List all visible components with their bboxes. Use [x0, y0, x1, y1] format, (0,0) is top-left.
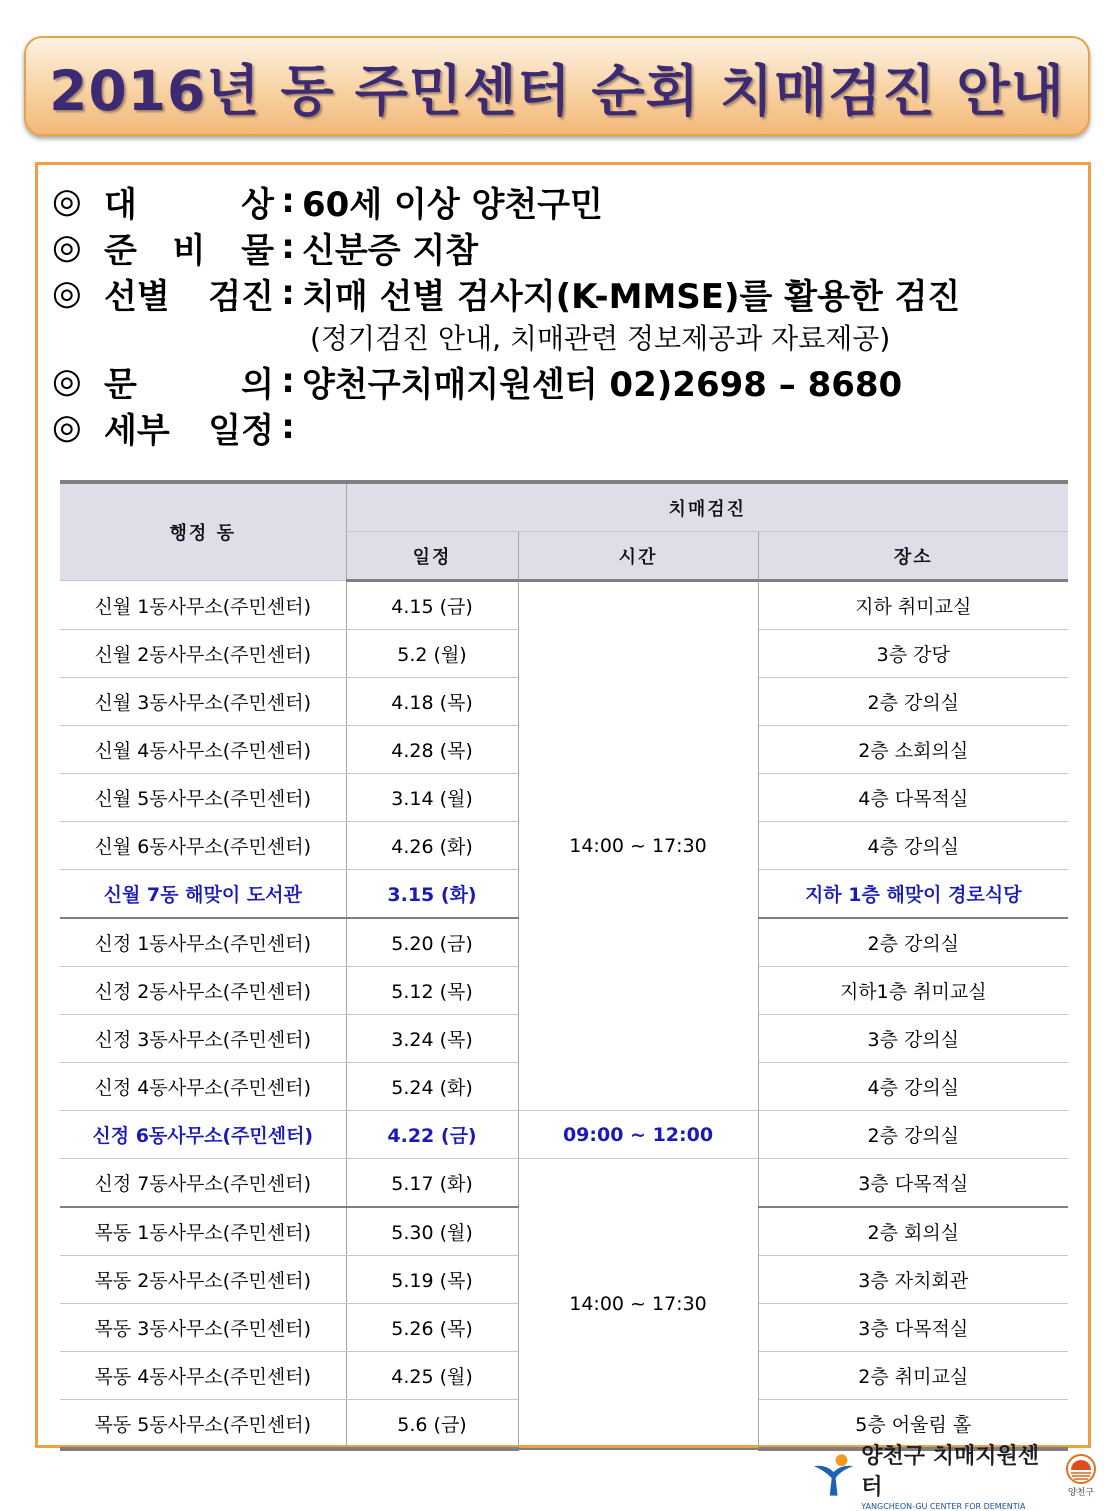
info-inquiry: [52, 358, 1082, 404]
info-schedule-label: 세부 일정: [104, 410, 274, 451]
place-cell: 2층 소회의실: [758, 726, 1068, 774]
district-cell: 신월 2동사무소(주민센터): [60, 630, 346, 678]
date-cell: 4.25 (월): [346, 1352, 518, 1400]
bullet-mark: ◎: [52, 361, 82, 401]
dementia-center-logo-icon: [812, 1452, 855, 1498]
date-cell: 4.18 (목): [346, 678, 518, 726]
date-cell: 5.2 (월): [346, 630, 518, 678]
place-cell: 지하1층 취미교실: [758, 967, 1068, 1015]
date-cell: 5.12 (목): [346, 967, 518, 1015]
place-cell: 2층 취미교실: [758, 1352, 1068, 1400]
district-cell: 신월 1동사무소(주민센터): [60, 581, 346, 630]
date-cell: 5.24 (화): [346, 1063, 518, 1111]
date-cell: 5.26 (목): [346, 1304, 518, 1352]
district-cell: 목동 4동사무소(주민센터): [60, 1352, 346, 1400]
info-section: [52, 178, 1082, 450]
info-screening-note: (정기검진 안내, 치매관련 정보제공과 자료제공): [310, 322, 891, 355]
place-cell: 2층 강의실: [758, 918, 1068, 967]
place-cell: 3층 자치회관: [758, 1256, 1068, 1304]
place-cell: 4층 강의실: [758, 822, 1068, 870]
info-target-value: 60세 이상 양천구민: [302, 184, 603, 225]
bullet-mark: ◎: [52, 227, 82, 267]
date-cell: 3.24 (목): [346, 1015, 518, 1063]
district-cell: 신정 6동사무소(주민센터): [60, 1111, 346, 1159]
colon: :: [281, 273, 295, 313]
info-prepare: [52, 224, 1082, 270]
place-cell: 4층 다목적실: [758, 774, 1068, 822]
place-cell: 3층 다목적실: [758, 1304, 1068, 1352]
header-time: 시간: [518, 532, 758, 581]
date-cell: 5.19 (목): [346, 1256, 518, 1304]
district-cell: 신월 5동사무소(주민센터): [60, 774, 346, 822]
time-cell: 14:00 ~ 17:30: [518, 1159, 758, 1450]
district-cell: 신월 6동사무소(주민센터): [60, 822, 346, 870]
time-cell: 09:00 ~ 12:00: [518, 1111, 758, 1159]
date-cell: 3.14 (월): [346, 774, 518, 822]
place-cell: 3층 강의실: [758, 1015, 1068, 1063]
district-cell: 신월 7동 해맞이 도서관: [60, 870, 346, 919]
date-cell: 4.28 (목): [346, 726, 518, 774]
date-cell: 5.6 (금): [346, 1400, 518, 1450]
district-cell: 신정 1동사무소(주민센터): [60, 918, 346, 967]
place-cell: 2층 강의실: [758, 678, 1068, 726]
info-inquiry-value: 양천구치매지원센터 02)2698 – 8680: [302, 364, 903, 405]
info-screening: [52, 270, 1082, 316]
info-target-label: 대 상: [104, 184, 274, 225]
bullet-mark: ◎: [52, 181, 82, 221]
date-cell: 4.26 (화): [346, 822, 518, 870]
district-cell: 목동 3동사무소(주민센터): [60, 1304, 346, 1352]
district-cell: 신정 3동사무소(주민센터): [60, 1015, 346, 1063]
place-cell: 3층 강당: [758, 630, 1068, 678]
schedule-table: [60, 480, 1068, 1451]
place-cell: 지하 취미교실: [758, 581, 1068, 630]
org-name: 양천구 치매지원센터: [861, 1444, 1039, 1500]
date-cell: 5.17 (화): [346, 1159, 518, 1208]
date-cell: 4.15 (금): [346, 581, 518, 630]
date-cell: 3.15 (화): [346, 870, 518, 919]
date-cell: 4.22 (금): [346, 1111, 518, 1159]
info-prepare-label: 준 비 물: [104, 230, 274, 271]
page-title: 2016년 동 주민센터 순회 치매검진 안내: [49, 58, 1065, 123]
place-cell: 2층 강의실: [758, 1111, 1068, 1159]
date-cell: 5.20 (금): [346, 918, 518, 967]
place-cell: 2층 회의실: [758, 1207, 1068, 1256]
org-name-en: YANGCHEON-GU CENTER FOR DEMENTIA: [861, 1502, 1026, 1511]
gu-emblem: [1065, 1453, 1097, 1498]
info-inquiry-label: 문 의: [104, 364, 274, 405]
district-cell: 목동 5동사무소(주민센터): [60, 1400, 346, 1450]
header-district: 행정 동: [60, 482, 346, 581]
district-cell: 신정 4동사무소(주민센터): [60, 1063, 346, 1111]
header-place: 장소: [758, 532, 1068, 581]
org-name-block: [861, 1439, 1057, 1511]
header-screening-group: 치매검진: [346, 482, 1068, 532]
header-date: 일정: [346, 532, 518, 581]
colon: :: [281, 227, 295, 267]
title-banner: [24, 36, 1090, 136]
district-cell: 목동 2동사무소(주민센터): [60, 1256, 346, 1304]
info-screening-value: 치매 선별 검사지(K-MMSE)를 활용한 검진: [302, 276, 961, 317]
bullet-mark: ◎: [52, 407, 82, 447]
info-prepare-value: 신분증 지참: [302, 230, 479, 271]
org-logo: [812, 1444, 1097, 1511]
info-target: [52, 178, 1082, 224]
colon: :: [281, 407, 295, 447]
district-cell: 목동 1동사무소(주민센터): [60, 1207, 346, 1256]
district-cell: 신정 2동사무소(주민센터): [60, 967, 346, 1015]
colon: :: [281, 181, 295, 221]
place-cell: 3층 다목적실: [758, 1159, 1068, 1208]
colon: :: [281, 361, 295, 401]
yangcheon-emblem-icon: [1065, 1453, 1097, 1485]
table-row: [60, 581, 1068, 630]
table-row: [60, 1159, 1068, 1208]
district-cell: 신월 3동사무소(주민센터): [60, 678, 346, 726]
date-cell: 5.30 (월): [346, 1207, 518, 1256]
place-cell: 5층 어울림 홀: [758, 1400, 1068, 1450]
info-screening-label: 선별 검진: [104, 276, 274, 317]
gu-label: 양천구: [1067, 1487, 1095, 1498]
place-cell: 지하 1층 해맞이 경로식당: [758, 870, 1068, 919]
place-cell: 4층 강의실: [758, 1063, 1068, 1111]
district-cell: 신월 4동사무소(주민센터): [60, 726, 346, 774]
table-row-highlight: [60, 1111, 1068, 1159]
time-cell: 14:00 ~ 17:30: [518, 581, 758, 1111]
info-schedule: [52, 404, 1082, 450]
district-cell: 신정 7동사무소(주민센터): [60, 1159, 346, 1208]
bullet-mark: ◎: [52, 273, 82, 313]
